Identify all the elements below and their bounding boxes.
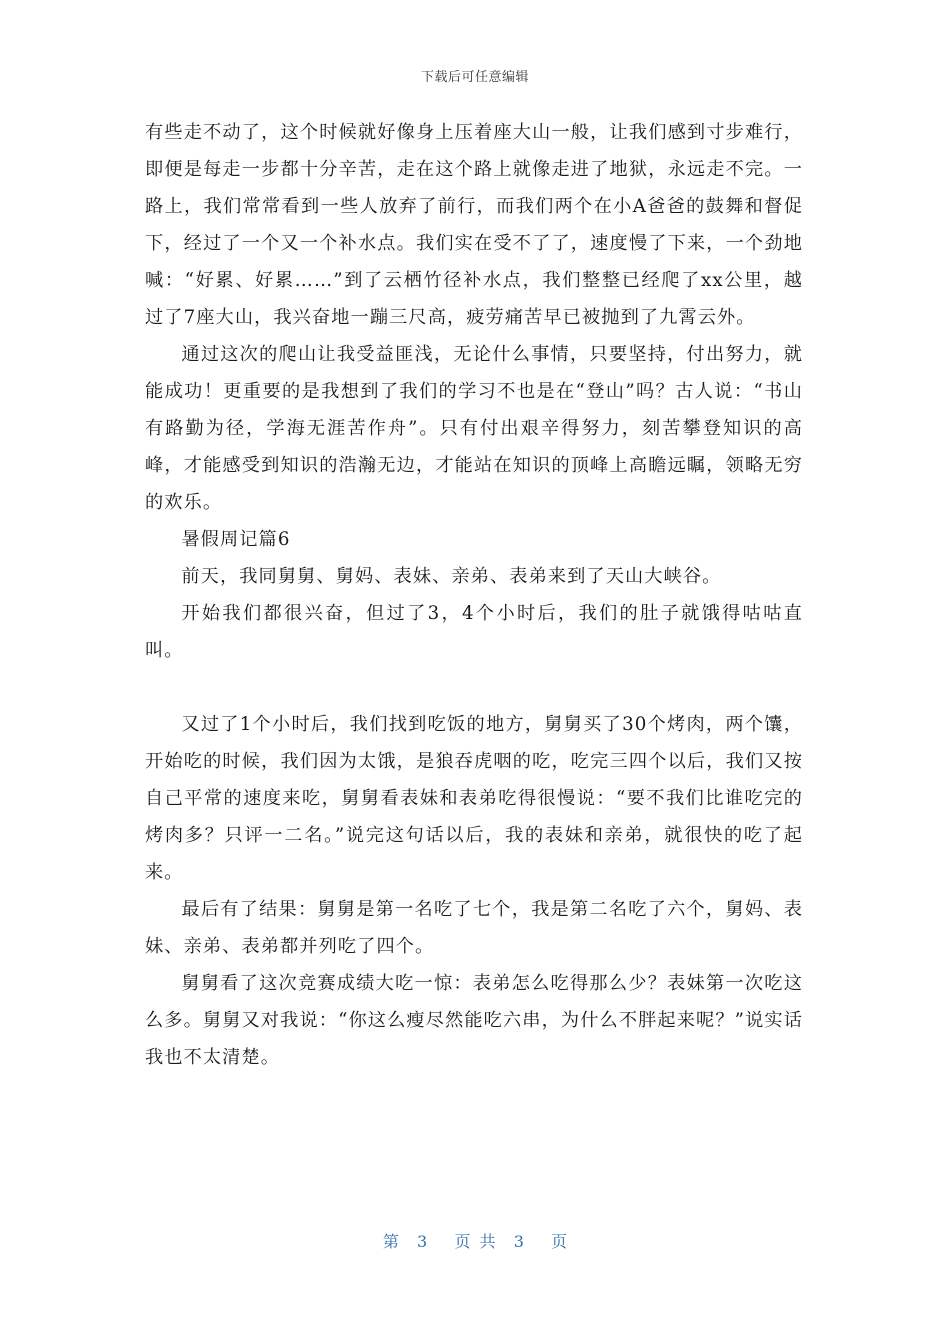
paragraph-continuation: 有些走不动了，这个时候就好像身上压着座大山一般，让我们感到寸步难行，即便是每走一步都十分辛苦，走在这个路上就像走进了地狱，永远走不完。一路上，我们常常看到一些人放弃了前行，而我们两个在小A爸爸的鼓舞和督促下，经过了一个又一个补水点。我们实在受不了了，速度慢了下来，一个劲地喊：“好累、好累……”到了云栖竹径补水点，我们整整已经爬了xx公里，越过了7座大山，我兴奋地一蹦三尺高，疲劳痛苦早已被抛到了九霄云外。 (145, 122, 803, 328)
paragraph-reflection: 通过这次的爬山让我受益匪浅，无论什么事情，只要坚持，付出努力，就能成功！更重要的是我想到了我们的学习不也是在“登山”吗？古人说：“书山有路勤为径，学海无涯苦作舟”。只有付出艰辛得努力，刻苦攀登知识的高峰，才能感受到知识的浩瀚无边，才能站在知识的顶峰上高瞻远瞩，领略无穷的欢乐。 (145, 344, 803, 513)
document-body (145, 114, 803, 1076)
paragraph-result: 最后有了结果：舅舅是第一名吃了七个，我是第二名吃了六个，舅妈、表妹、亲弟、表弟都并列吃了四个。 (145, 899, 803, 957)
paragraph-spacer (145, 669, 803, 706)
paragraph-hungry: 开始我们都很兴奋，但过了3，4个小时后，我们的肚子就饿得咕咕直叫。 (145, 603, 803, 661)
section-heading: 暑假周记篇6 (181, 529, 291, 550)
page-number: 第 3 页 共 3 页 (382, 1232, 568, 1251)
paragraph-ending: 舅舅看了这次竞赛成绩大吃一惊：表弟怎么吃得那么少？表妹第一次吃这么多。舅舅又对我说：“你这么瘦尽然能吃六串，为什么不胖起来呢？”说实话我也不太清楚。 (145, 973, 803, 1068)
header-note: 下载后可任意编辑 (420, 70, 529, 85)
paragraph-meal: 又过了1个小时后，我们找到吃饭的地方，舅舅买了30个烤肉，两个馕，开始吃的时候，我们因为太饿，是狼吞虎咽的吃，吃完三四个以后，我们又按自己平常的速度来吃，舅舅看表妹和表弟吃得很慢说：“要不我们比谁吃完的烤肉多？只评一二名。”说完这句话以后，我的表妹和亲弟，就很快的吃了起来。 (145, 714, 803, 883)
paragraph-intro: 前天，我同舅舅、舅妈、表妹、亲弟、表弟来到了天山大峡谷。 (181, 566, 722, 587)
